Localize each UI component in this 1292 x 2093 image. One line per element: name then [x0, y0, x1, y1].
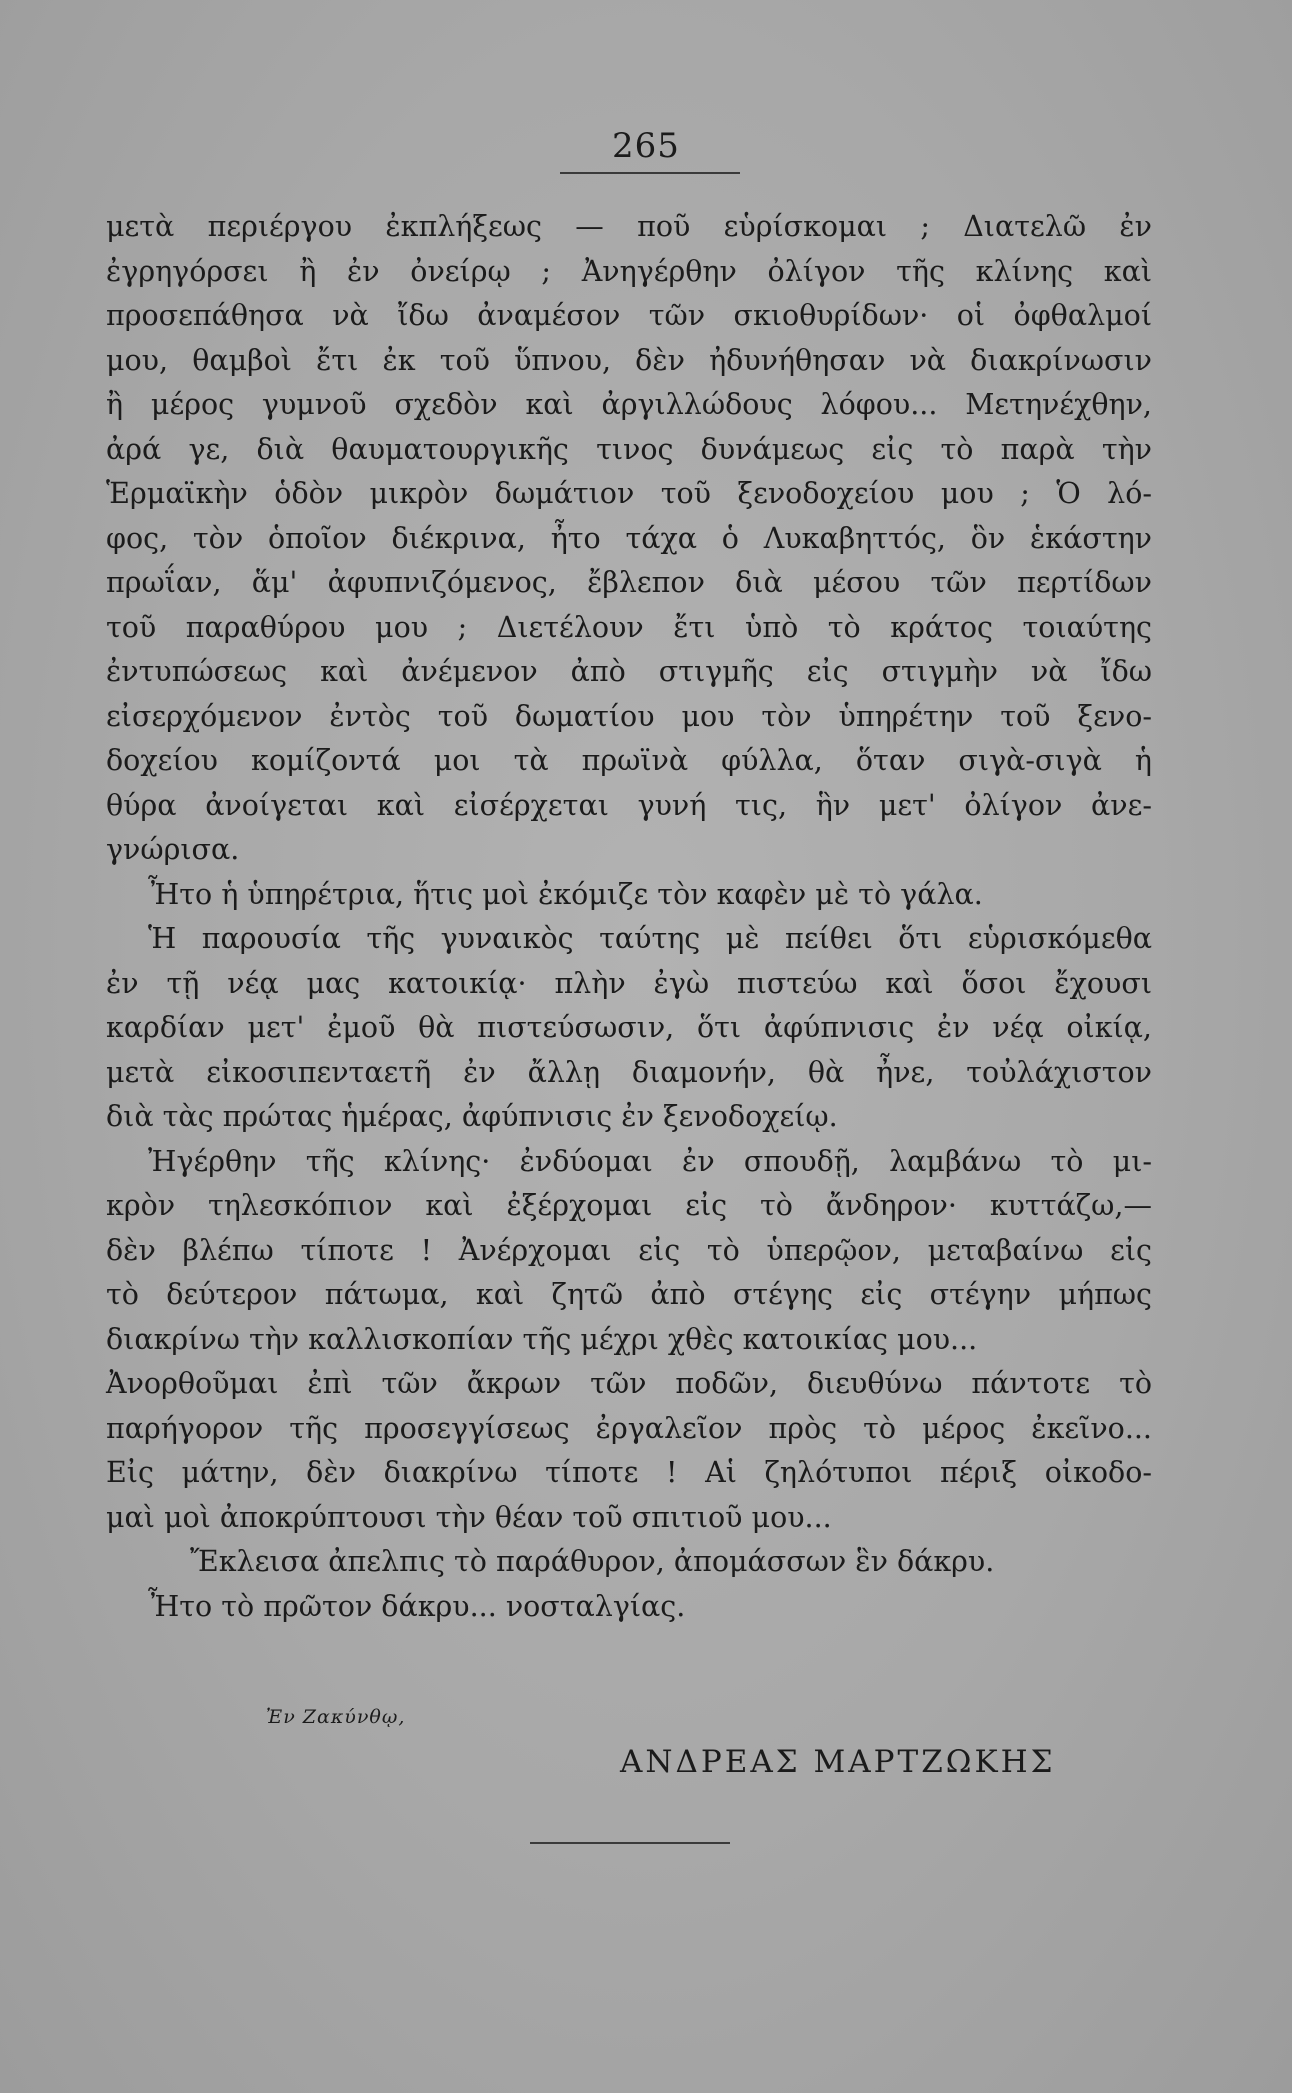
text-line: ἐν τῇ νέᾳ μας κατοικίᾳ· πλὴν ἐγὼ πιστεύω καὶ ὅσοι ἔχουσι: [106, 966, 1152, 1000]
text-line: καρδίαν μετ' ἐμοῦ θὰ πιστεύσωσιν, ὅτι ἀφύπνισις ἐν νέᾳ οἰκίᾳ,: [106, 1011, 1152, 1044]
text-line: δοχείου κομίζοντά μοι τὰ πρωϊνὰ φύλλα, ὅταν σιγὰ-σιγὰ ἡ: [106, 744, 1152, 777]
text-line: δὲν βλέπω τίποτε ! Ἀνέρχομαι εἰς τὸ ὑπερῷον, μεταβαίνω εἰς: [106, 1233, 1152, 1267]
text-line: γνώρισα.: [106, 833, 240, 866]
author-signature: ΑΝΔΡΕΑΣ ΜΑΡΤΖΩΚΗΣ: [620, 1744, 1056, 1780]
page-number: 265: [612, 126, 680, 166]
text-line: Ἠγέρθην τῆς κλίνης· ἐνδύομαι ἐν σπουδῇ, λαμβάνω τὸ μι-: [148, 1144, 1152, 1178]
text-line: τοῦ παραθύρου μου ; Διετέλουν ἔτι ὑπὸ τὸ κράτος τοιαύτης: [106, 610, 1152, 644]
text-line: φος, τὸν ὁποῖον διέκρινα, ἦτο τάχα ὁ Λυκαβηττός, ὃν ἑκάστην: [106, 521, 1152, 555]
text-line: μου, θαμβοὶ ἔτι ἐκ τοῦ ὕπνου, δὲν ἠδυνήθησαν νὰ διακρίνωσιν: [106, 343, 1152, 377]
text-line: παρήγορον τῆς προσεγγίσεως ἐργαλεῖον πρὸς τὸ μέρος ἐκεῖνο...: [106, 1411, 1152, 1445]
text-line: προσεπάθησα νὰ ἴδω ἀναμέσον τῶν σκιοθυρίδων· οἱ ὀφθαλμοί: [106, 299, 1152, 332]
text-line: ἀρά γε, διὰ θαυματουργικῆς τινος δυνάμεως εἰς τὸ παρὰ τὴν: [106, 432, 1152, 466]
text-line: διὰ τὰς πρώτας ἡμέρας, ἀφύπνισις ἐν ξενοδοχείῳ.: [106, 1100, 838, 1133]
text-line: εἰσερχόμενον ἐντὸς τοῦ δωματίου μου τὸν ὑπηρέτην τοῦ ξενο-: [106, 699, 1152, 733]
text-line: ἢ μέρος γυμνοῦ σχεδὸν καὶ ἀργιλλώδους λόφου... Μετηνέχθην,: [106, 388, 1152, 421]
text-line: Ἑρμαϊκὴν ὁδὸν μικρὸν δωμάτιον τοῦ ξενοδοχείου μου ; Ὁ λό-: [106, 477, 1152, 510]
text-line: Ἦτο τὸ πρῶτον δάκρυ... νοσταλγίας.: [148, 1589, 686, 1623]
text-line: πρωΐαν, ἅμ' ἀφυπνιζόμενος, ἔβλεπον διὰ μέσου τῶν περτίδων: [106, 566, 1152, 599]
ornamental-rule-top: [560, 172, 740, 174]
text-line: μαὶ μοὶ ἀποκρύπτουσι τὴν θέαν τοῦ σπιτιοῦ μου...: [106, 1500, 832, 1534]
text-line: μετὰ περιέργου ἐκπλήξεως — ποῦ εὑρίσκομαι ; Διατελῶ ἐν: [106, 210, 1152, 243]
text-line: Ἦτο ἡ ὑπηρέτρια, ἥτις μοὶ ἐκόμιζε τὸν καφὲν μὲ τὸ γάλα.: [148, 877, 983, 911]
body-text: [106, 205, 1152, 1629]
text-line: ἐντυπώσεως καὶ ἀνέμενον ἀπὸ στιγμῆς εἰς στιγμὴν νὰ ἴδω: [106, 655, 1152, 688]
text-line: Εἰς μάτην, δὲν διακρίνω τίποτε ! Αἱ ζηλότυποι πέριξ οἰκοδο-: [106, 1456, 1152, 1489]
text-line: ἐγρηγόρσει ἢ ἐν ὀνείρῳ ; Ἀνηγέρθην ὀλίγον τῆς κλίνης καὶ: [106, 254, 1152, 288]
text-line: τὸ δεύτερον πάτωμα, καὶ ζητῶ ἀπὸ στέγης εἰς στέγην μήπως: [106, 1278, 1152, 1311]
text-line: Ἀνορθοῦμαι ἐπὶ τῶν ἄκρων τῶν ποδῶν, διευθύνω πάντοτε τὸ: [106, 1367, 1152, 1400]
ornamental-rule-bottom: [530, 1842, 730, 1844]
text-line: Ἡ παρουσία τῆς γυναικὸς ταύτης μὲ πείθει ὅτι εὑρισκόμεθα: [148, 922, 1152, 955]
text-line: διακρίνω τὴν καλλισκοπίαν τῆς μέχρι χθὲς κατοικίας μου...: [106, 1322, 978, 1356]
text-line: μετὰ εἰκοσιπενταετῆ ἐν ἄλλῃ διαμονήν, θὰ ἦνε, τοὐλάχιστον: [106, 1055, 1152, 1089]
text-line: κρὸν τηλεσκόπιον καὶ ἐξέρχομαι εἰς τὸ ἄνδηρον· κυττάζω,—: [106, 1189, 1152, 1222]
text-line: Ἔκλεισα ἀπελπις τὸ παράθυρον, ἀπομάσσων ἓν δάκρυ.: [190, 1545, 995, 1578]
place-note: Ἐν Ζακύνθῳ,: [266, 1706, 406, 1728]
text-line: θύρα ἀνοίγεται καὶ εἰσέρχεται γυνή τις, ἣν μετ' ὀλίγον ἀνε-: [106, 788, 1152, 822]
